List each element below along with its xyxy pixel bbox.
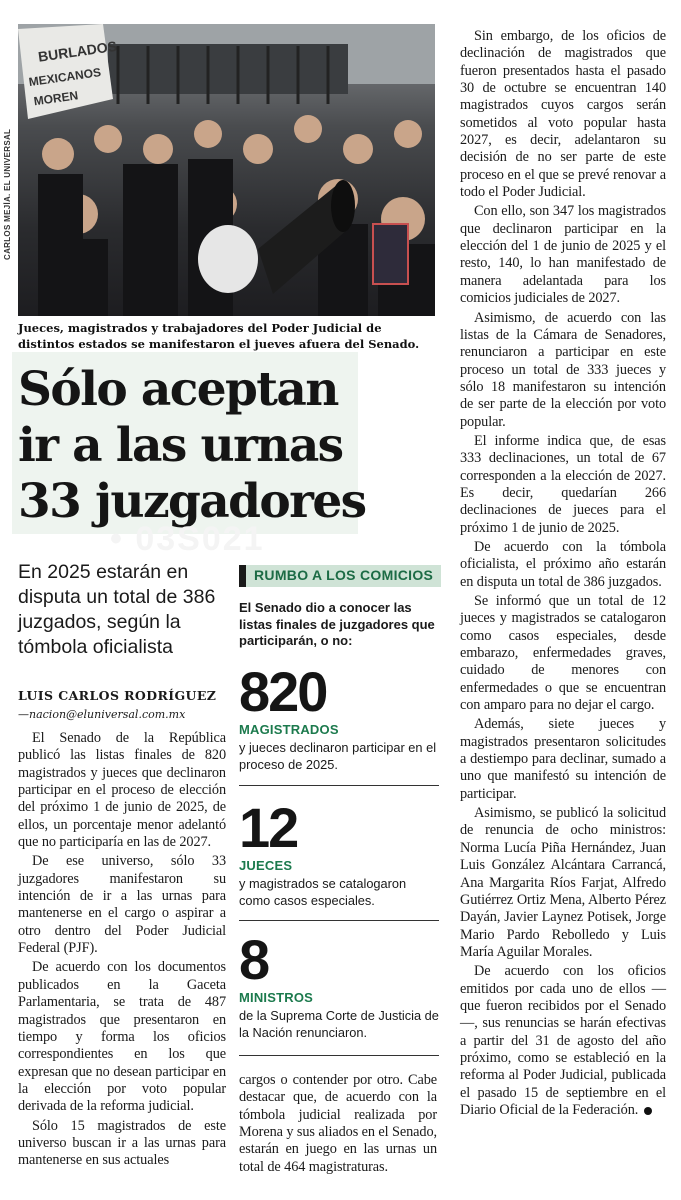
stat-label-magistrados: MAGISTRADOS: [239, 722, 339, 737]
stat-number-magistrados: 820: [239, 660, 327, 723]
end-mark-icon: [644, 1107, 652, 1115]
protest-sign-text-3: MOREN: [32, 88, 80, 109]
watermark-text: • 03S021: [110, 520, 265, 558]
stat-desc-jueces: y magistrados se catalogaron como casos especiales.: [239, 876, 407, 908]
subheadline: En 2025 estarán en disputa un total de 386 juzgados, según la tómbola oficialista: [18, 561, 216, 658]
protest-photo: [18, 24, 435, 316]
sidebar-kicker: RUMBO A LOS COMICIOS: [254, 567, 434, 583]
article-column-1: [18, 730, 226, 1172]
headline-line-2: ir a las urnas: [18, 418, 343, 473]
headline: [18, 362, 366, 530]
protest-crowd-illustration: [18, 24, 435, 316]
paragraph: De acuerdo con los documentos publicados en la Gaceta Parlamentaria, se trata de 487 magistrados que presentaron en tiempo y forma los oficios correspondientes en los que expresan que no desean participar en la elección por voto popular derivada de la reforma judicial.: [18, 959, 226, 1115]
author-byline: LUIS CARLOS RODRÍGUEZ: [18, 688, 217, 703]
article-column-2: [239, 1072, 437, 1178]
paragraph: De acuerdo con la tómbola oficialista, el próximo año estarán en disputa un total de 386 juzgados.: [460, 538, 666, 590]
headline-line-1: Sólo aceptan: [18, 362, 338, 417]
stat-desc-ministros: de la Suprema Corte de Justicia de la Nación renunciaron.: [239, 1008, 439, 1040]
headline-line-3: 33 juzgadores: [18, 474, 366, 529]
author-email: —nacion@eluniversal.com.mx: [18, 708, 186, 721]
protest-sign-text-2: MEXICANOS: [27, 65, 102, 90]
stat-label-ministros: MINISTROS: [239, 990, 314, 1005]
paragraph: Sólo 15 magistrados de este universo buscan ir a las urnas para mantenerse en sus actuales: [18, 1117, 226, 1169]
paragraph: Asimismo, de acuerdo con las listas de la Cámara de Senadores, renunciaron a participar en este proceso un total de 333 jueces y sólo 18 manifestaron su intención de ser parte de la elección por voto popular.: [460, 309, 666, 430]
stat-desc-magistrados: y jueces declinaron participar en el proceso de 2025.: [239, 740, 437, 772]
photo-caption: Jueces, magistrados y trabajadores del Poder Judicial de distintos estados se manifestaron el jueves afuera del Senado.: [18, 321, 420, 351]
final-paragraph-text: De acuerdo con los oficios emitidos por cada uno de ellos —que fueron recibidos por el Senado—, sus renuncias se harán efectivas a partir del 31 de agosto del año próximo, como se estableció en la reforma al Poder Judicial, publicada el pasado 15 de septiembre en el Diario Oficial de la Federación.: [460, 963, 666, 1118]
kicker-marker: [239, 565, 246, 587]
paragraph: Se informó que un total de 12 jueces y magistrados se catalogaron como casos especiales, desde embarazo, enfermedades graves, cuidado de menores con enfermedades o que se encuentran con amparo para no dejar el cargo.: [460, 593, 666, 714]
paragraph: El informe indica que, de esas 333 declinaciones, un total de 67 corresponden a la elección de 2027. Es decir, quedarían 266 declinaciones de jueces para el próximo 1 de junio de 2025.: [460, 432, 666, 536]
stat-divider: [239, 1055, 439, 1056]
stat-divider: [239, 785, 439, 786]
stat-label-jueces: JUECES: [239, 858, 293, 873]
paragraph: Sin embargo, de los oficios de declinación de magistrados que fueron presentados hasta el pasado 30 de octubre se encuentran 140 magistrados cuyos cargos serán sometidos al voto popular hasta 2027, es decir, adelantaron su decisión de no ser parte de este proceso en el que se prevé renovar a todo el Poder Judicial.: [460, 28, 666, 201]
stat-number-jueces: 12: [239, 796, 298, 859]
paragraph: El Senado de la República publicó las listas finales de 820 magistrados y jueces que declinaron participar en el proceso de elección del próximo 1 de junio de 2025, de ellos, un porcentaje menor adelantó que no participaría en las de 2027.: [18, 730, 226, 851]
article-column-3: [460, 28, 666, 1121]
stat-divider: [239, 920, 439, 921]
protest-sign-text: BURLADOS: [37, 37, 118, 65]
sidebar-intro: El Senado dio a conocer las listas finales de juzgadores que participarán, o no:: [239, 600, 435, 648]
paragraph: Asimismo, se publicó la solicitud de renuncia de ocho ministros: Norma Lucía Piña Hernández, Juan Luis González Alcántara Carrancá, Ana Margarita Ríos Farjat, Alfredo Gutiérrez Ortiz Mena, Alberto Pérez Dayán, Javier Laynez Potisek, Jorge Mario Pardo Rebolledo y Luis María Aguilar Morales.: [460, 805, 666, 960]
photo-credit: CARLOS MEJÍA. EL UNIVERSAL: [3, 128, 12, 260]
paragraph-final: [460, 963, 666, 1119]
stat-number-ministros: 8: [239, 928, 269, 991]
paragraph: Además, siete jueces y magistrados presentaron solicitudes a destiempo para declinar, sumado a uno que manifestó su intención de participar.: [460, 716, 666, 802]
paragraph: Con ello, son 347 los magistrados que declinaron participar en la elección del 1 de junio de 2025 y el resto, 140, lo han manifestado de manera adelantada para los comicios judiciales de 2027.: [460, 203, 666, 307]
paragraph: cargos o contender por otro. Cabe destacar que, de acuerdo con la tómbola judicial realizada por Morena y sus aliados en el Senado, estarán en juego en las urnas un total de 464 magistraturas.: [239, 1072, 437, 1175]
paragraph: De ese universo, sólo 33 juzgadores manifestaron su intención de ir a las urnas para mantenerse en el cargo o aspirar a otro dentro del Poder Judicial Federal (PJF).: [18, 853, 226, 957]
